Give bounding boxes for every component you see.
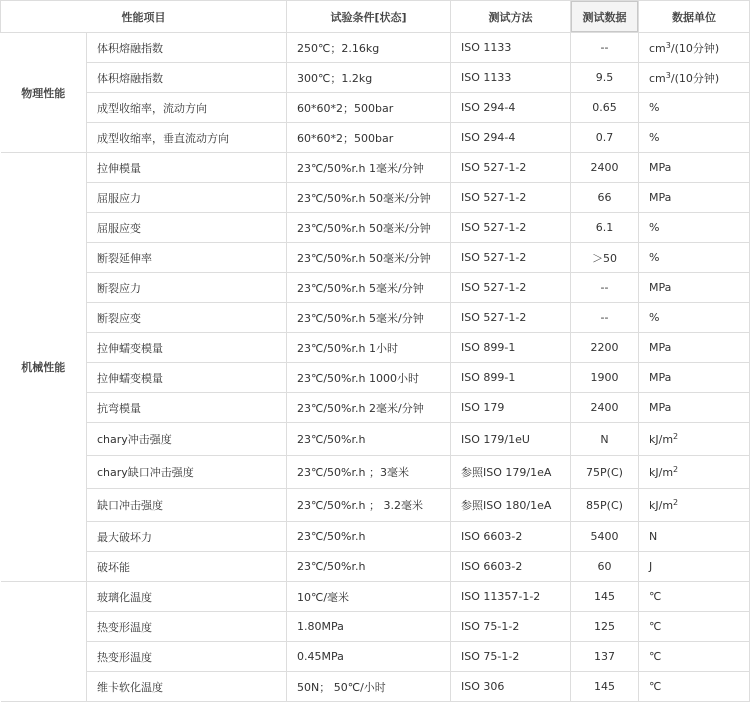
unit-text: cm xyxy=(649,41,666,55)
table-row xyxy=(1,243,750,273)
data-unit-cell xyxy=(639,93,750,123)
test-condition-cell: 23℃/50%r.h 50毫米/分钟 xyxy=(287,183,451,213)
group-label: 物理性能 xyxy=(1,33,87,153)
property-item-cell: chary冲击强度 xyxy=(87,423,287,456)
data-unit-cell xyxy=(639,123,750,153)
test-data-cell: -- xyxy=(571,33,639,63)
header-test-data[interactable]: 测试数据 xyxy=(571,1,639,33)
header-test-method: 测试方法 xyxy=(451,1,571,33)
unit-text: MPa xyxy=(649,161,672,174)
table-row xyxy=(1,183,750,213)
test-data-cell: 2400 xyxy=(571,153,639,183)
property-item-cell: 成型收缩率，流动方向 xyxy=(87,93,287,123)
group-label xyxy=(1,582,87,702)
test-condition-cell: 23℃/50%r.h ； 3.2毫米 xyxy=(287,489,451,522)
unit-text: cm xyxy=(649,71,666,85)
header-property-item: 性能项目 xyxy=(1,1,287,33)
table-row xyxy=(1,642,750,672)
unit-text: % xyxy=(649,131,660,144)
data-unit-cell xyxy=(639,522,750,552)
table-row xyxy=(1,552,750,582)
data-unit-cell xyxy=(639,153,750,183)
test-data-cell: 66 xyxy=(571,183,639,213)
test-condition-cell: 23℃/50%r.h 1毫米/分钟 xyxy=(287,153,451,183)
data-unit-cell xyxy=(639,243,750,273)
unit-text: kJ/m xyxy=(649,432,674,446)
unit-exponent: 3 xyxy=(665,70,671,80)
table-row xyxy=(1,489,750,522)
unit-text: MPa xyxy=(649,371,672,384)
property-item-cell: 拉伸模量 xyxy=(87,153,287,183)
test-data-cell: 85P(C) xyxy=(571,489,639,522)
test-condition-cell: 23℃/50%r.h 5毫米/分钟 xyxy=(287,303,451,333)
unit-exponent: 2 xyxy=(673,497,679,507)
data-unit-cell xyxy=(639,642,750,672)
data-unit-cell xyxy=(639,489,750,522)
data-unit-cell xyxy=(639,273,750,303)
data-unit-cell xyxy=(639,612,750,642)
test-condition-cell: 23℃/50%r.h xyxy=(287,552,451,582)
property-item-cell: 破坏能 xyxy=(87,552,287,582)
property-item-cell: 抗弯模量 xyxy=(87,393,287,423)
test-condition-cell: 1.80MPa xyxy=(287,612,451,642)
data-unit-cell xyxy=(639,672,750,702)
table-row xyxy=(1,123,750,153)
test-condition-cell: 300℃；1.2kg xyxy=(287,63,451,93)
table-row xyxy=(1,423,750,456)
test-condition-cell: 60*60*2；500bar xyxy=(287,123,451,153)
table-header-row xyxy=(1,1,750,33)
test-condition-cell: 60*60*2；500bar xyxy=(287,93,451,123)
table-row xyxy=(1,363,750,393)
test-method-cell: ISO 527-1-2 xyxy=(451,153,571,183)
test-method-cell: ISO 527-1-2 xyxy=(451,273,571,303)
unit-suffix: /(10分钟) xyxy=(670,41,720,55)
test-data-cell: 0.65 xyxy=(571,93,639,123)
test-data-cell: 145 xyxy=(571,672,639,702)
unit-text: MPa xyxy=(649,401,672,414)
test-condition-cell: 23℃/50%r.h xyxy=(287,423,451,456)
test-condition-cell: 23℃/50%r.h 2毫米/分钟 xyxy=(287,393,451,423)
data-unit-cell xyxy=(639,582,750,612)
test-method-cell: ISO 6603-2 xyxy=(451,552,571,582)
test-data-cell: -- xyxy=(571,273,639,303)
unit-text: MPa xyxy=(649,281,672,294)
property-item-cell: 热变形温度 xyxy=(87,612,287,642)
property-item-cell: 断裂延伸率 xyxy=(87,243,287,273)
test-method-cell: ISO 899-1 xyxy=(451,333,571,363)
test-method-cell: ISO 527-1-2 xyxy=(451,183,571,213)
unit-text: ℃ xyxy=(649,650,662,663)
test-data-cell: 1900 xyxy=(571,363,639,393)
test-data-cell: 60 xyxy=(571,552,639,582)
test-data-cell: 75P(C) xyxy=(571,456,639,489)
unit-text: ℃ xyxy=(649,590,662,603)
data-unit-cell xyxy=(639,63,750,93)
test-method-cell: ISO 294-4 xyxy=(451,93,571,123)
property-item-cell: 最大破坏力 xyxy=(87,522,287,552)
property-item-cell: 成型收缩率，垂直流动方向 xyxy=(87,123,287,153)
table-row xyxy=(1,303,750,333)
test-data-cell: 125 xyxy=(571,612,639,642)
test-data-cell: 2400 xyxy=(571,393,639,423)
table-row xyxy=(1,582,750,612)
data-unit-cell xyxy=(639,552,750,582)
data-unit-cell xyxy=(639,333,750,363)
test-method-cell: 参照ISO 179/1eA xyxy=(451,456,571,489)
table-row xyxy=(1,333,750,363)
table-row xyxy=(1,93,750,123)
data-unit-cell xyxy=(639,363,750,393)
table-row xyxy=(1,456,750,489)
test-method-cell: ISO 75-1-2 xyxy=(451,612,571,642)
property-item-cell: 玻璃化温度 xyxy=(87,582,287,612)
unit-text: N xyxy=(649,530,658,543)
property-item-cell: 体积熔融指数 xyxy=(87,33,287,63)
test-condition-cell: 23℃/50%r.h 1000小时 xyxy=(287,363,451,393)
property-item-cell: 断裂应力 xyxy=(87,273,287,303)
header-test-condition: 试验条件[状态] xyxy=(287,1,451,33)
property-item-cell: 断裂应变 xyxy=(87,303,287,333)
test-data-cell: ＞50 xyxy=(571,243,639,273)
test-data-cell: 137 xyxy=(571,642,639,672)
test-method-cell: ISO 6603-2 xyxy=(451,522,571,552)
table-row xyxy=(1,273,750,303)
test-condition-cell: 23℃/50%r.h 50毫米/分钟 xyxy=(287,243,451,273)
property-item-cell: 维卡软化温度 xyxy=(87,672,287,702)
property-item-cell: 缺口冲击强度 xyxy=(87,489,287,522)
test-data-cell: 5400 xyxy=(571,522,639,552)
unit-text: MPa xyxy=(649,341,672,354)
data-unit-cell xyxy=(639,423,750,456)
test-method-cell: 参照ISO 180/1eA xyxy=(451,489,571,522)
unit-text: ℃ xyxy=(649,680,662,693)
data-unit-cell xyxy=(639,33,750,63)
unit-suffix: /(10分钟) xyxy=(670,71,720,85)
property-item-cell: 拉伸蠕变模量 xyxy=(87,333,287,363)
header-data-unit: 数据单位 xyxy=(639,1,750,33)
data-unit-cell xyxy=(639,456,750,489)
test-data-cell: 6.1 xyxy=(571,213,639,243)
data-unit-cell xyxy=(639,393,750,423)
unit-text: J xyxy=(649,560,653,573)
test-condition-cell: 10℃/毫米 xyxy=(287,582,451,612)
property-item-cell: 体积熔融指数 xyxy=(87,63,287,93)
unit-text: % xyxy=(649,221,660,234)
unit-exponent: 3 xyxy=(665,40,671,50)
test-condition-cell: 23℃/50%r.h 5毫米/分钟 xyxy=(287,273,451,303)
test-method-cell: ISO 899-1 xyxy=(451,363,571,393)
test-method-cell: ISO 306 xyxy=(451,672,571,702)
test-condition-cell: 23℃/50%r.h xyxy=(287,522,451,552)
table-row xyxy=(1,153,750,183)
test-method-cell: ISO 179/1eU xyxy=(451,423,571,456)
unit-text: ℃ xyxy=(649,620,662,633)
test-method-cell: ISO 75-1-2 xyxy=(451,642,571,672)
property-item-cell: 拉伸蠕变模量 xyxy=(87,363,287,393)
test-data-cell: N xyxy=(571,423,639,456)
test-method-cell: ISO 527-1-2 xyxy=(451,303,571,333)
test-condition-cell: 50N； 50℃/小时 xyxy=(287,672,451,702)
table-body xyxy=(1,33,750,702)
data-unit-cell xyxy=(639,303,750,333)
test-method-cell: ISO 1133 xyxy=(451,63,571,93)
test-data-cell: 2200 xyxy=(571,333,639,363)
unit-text: % xyxy=(649,251,660,264)
table-row xyxy=(1,213,750,243)
table-row xyxy=(1,612,750,642)
test-condition-cell: 0.45MPa xyxy=(287,642,451,672)
test-method-cell: ISO 527-1-2 xyxy=(451,243,571,273)
test-condition-cell: 250℃；2.16kg xyxy=(287,33,451,63)
test-method-cell: ISO 294-4 xyxy=(451,123,571,153)
unit-text: % xyxy=(649,311,660,324)
property-item-cell: chary缺口冲击强度 xyxy=(87,456,287,489)
test-method-cell: ISO 1133 xyxy=(451,33,571,63)
test-condition-cell: 23℃/50%r.h ；3毫米 xyxy=(287,456,451,489)
test-data-cell: 145 xyxy=(571,582,639,612)
unit-text: kJ/m xyxy=(649,498,674,512)
test-method-cell: ISO 11357-1-2 xyxy=(451,582,571,612)
table-row xyxy=(1,522,750,552)
table-row xyxy=(1,393,750,423)
test-condition-cell: 23℃/50%r.h 50毫米/分钟 xyxy=(287,213,451,243)
unit-text: kJ/m xyxy=(649,465,674,479)
test-data-cell: 9.5 xyxy=(571,63,639,93)
unit-text: MPa xyxy=(649,191,672,204)
table-row xyxy=(1,63,750,93)
data-unit-cell xyxy=(639,183,750,213)
test-data-cell: 0.7 xyxy=(571,123,639,153)
test-data-cell: -- xyxy=(571,303,639,333)
table-row xyxy=(1,33,750,63)
test-condition-cell: 23℃/50%r.h 1小时 xyxy=(287,333,451,363)
property-item-cell: 屈服应力 xyxy=(87,183,287,213)
data-unit-cell xyxy=(639,213,750,243)
unit-exponent: 2 xyxy=(673,464,679,474)
test-method-cell: ISO 179 xyxy=(451,393,571,423)
test-method-cell: ISO 527-1-2 xyxy=(451,213,571,243)
unit-text: % xyxy=(649,101,660,114)
group-label: 机械性能 xyxy=(1,153,87,582)
property-item-cell: 屈服应变 xyxy=(87,213,287,243)
property-item-cell: 热变形温度 xyxy=(87,642,287,672)
table-row xyxy=(1,672,750,702)
unit-exponent: 2 xyxy=(673,431,679,441)
